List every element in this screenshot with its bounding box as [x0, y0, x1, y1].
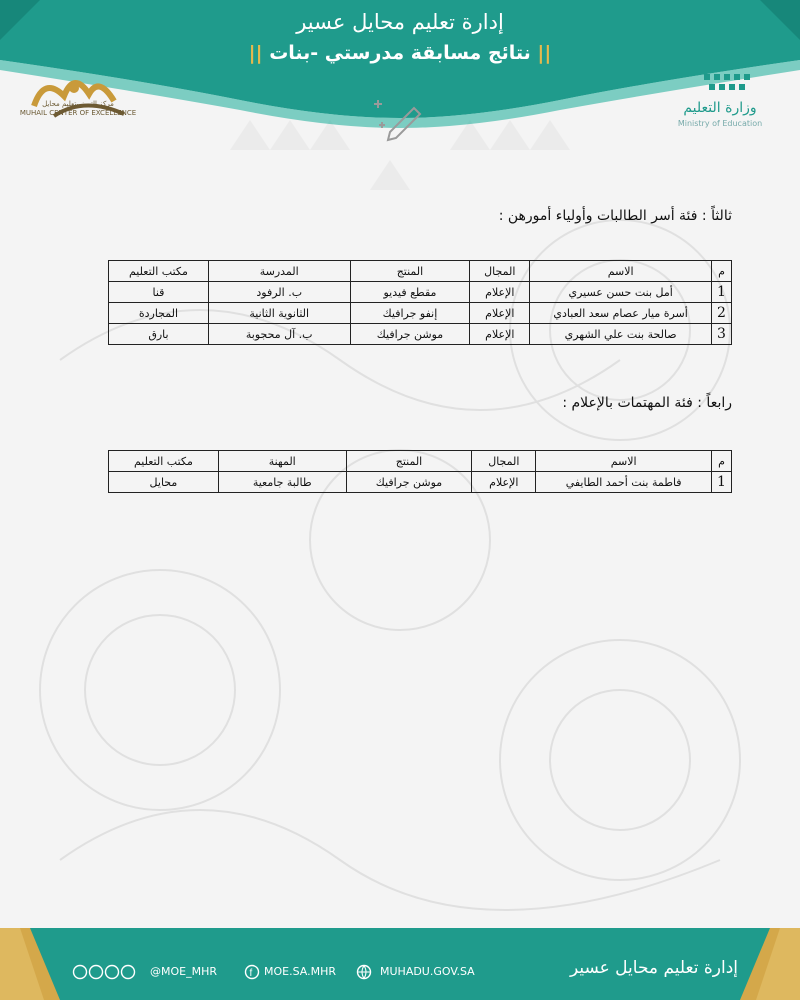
col-header: م	[712, 261, 732, 282]
col-header: الاسم	[536, 451, 712, 472]
table-row	[109, 324, 732, 345]
cell: 3	[712, 324, 732, 345]
center-sub: MUHAIL CENTER OF EXCELLENCE	[19, 109, 137, 117]
title-bars-right: ||	[248, 42, 263, 64]
footer-title: إدارة تعليم محايل عسير	[569, 958, 738, 978]
col-header: مكتب التعليم	[109, 451, 219, 472]
website-link[interactable]: MUHADU.GOV.SA	[380, 965, 475, 978]
col-header: المهنة	[218, 451, 346, 472]
svg-text:f: f	[249, 968, 253, 979]
center-name: مركز التميز بتعليم محايل	[42, 100, 114, 108]
table-row	[109, 303, 732, 324]
col-header: م	[712, 451, 732, 472]
facebook-link[interactable]: MOE.SA.MHR	[264, 965, 337, 978]
cell: قنا	[109, 282, 209, 303]
header-subtitle	[0, 42, 800, 64]
table-header-row	[109, 451, 732, 472]
cell: بارق	[109, 324, 209, 345]
cell: ب. آل محجوبة	[208, 324, 350, 345]
social-handle[interactable]: @MOE_MHR	[150, 965, 218, 978]
ministry-logo-icon	[700, 70, 760, 98]
cell: محايل	[109, 472, 219, 493]
cell: الإعلام	[470, 324, 530, 345]
section4-title: رابعاً : فئة المهتمات بالإعلام :	[562, 395, 732, 411]
cell: مقطع فيديو	[350, 282, 470, 303]
col-header: مكتب التعليم	[109, 261, 209, 282]
cell: الإعلام	[470, 303, 530, 324]
cell: الإعلام	[472, 472, 536, 493]
section3-title: ثالثاً : فئة أسر الطالبات وأولياء أمورهن :	[498, 208, 732, 224]
cell: موشن جرافيك	[346, 472, 472, 493]
cell: أمل بنت حسن عسيري	[530, 282, 712, 303]
cell: الثانوية الثانية	[208, 303, 350, 324]
col-header: المنتج	[350, 261, 470, 282]
cell: موشن جرافيك	[350, 324, 470, 345]
facebook-icon	[244, 964, 260, 980]
cell: صالحة بنت علي الشهري	[530, 324, 712, 345]
cell: ب. الرفود	[208, 282, 350, 303]
social-icons	[72, 964, 144, 984]
cell: 1	[712, 282, 732, 303]
cell: الإعلام	[470, 282, 530, 303]
ministry-sub: Ministry of Education	[677, 119, 763, 128]
table-header-row	[109, 261, 732, 282]
cell: طالبة جامعية	[218, 472, 346, 493]
excellence-center-text	[18, 100, 138, 118]
title-bars-left: ||	[537, 42, 552, 64]
header-title: إدارة تعليم محايل عسير	[296, 10, 504, 34]
col-header: المدرسة	[208, 261, 350, 282]
cell: إنفو جرافيك	[350, 303, 470, 324]
cell: فاطمة بنت أحمد الطايفي	[536, 472, 712, 493]
cell: 2	[712, 303, 732, 324]
social-icon-group	[72, 964, 144, 980]
col-header: الاسم	[530, 261, 712, 282]
globe-icon	[356, 964, 372, 980]
section4-table	[108, 450, 732, 493]
subtitle-text: نتائج مسابقة مدرستي -بنات	[269, 42, 531, 64]
cell: أسرة ميار عصام سعد العبادي	[530, 303, 712, 324]
cell: المجاردة	[109, 303, 209, 324]
col-header: المجال	[470, 261, 530, 282]
pencil-icon	[370, 92, 430, 142]
section3-table	[108, 260, 732, 345]
table-row	[109, 282, 732, 303]
col-header: المنتج	[346, 451, 472, 472]
col-header: المجال	[472, 451, 536, 472]
cell: 1	[712, 472, 732, 493]
table-row	[109, 472, 732, 493]
ministry-name: وزارة التعليم	[683, 100, 757, 116]
